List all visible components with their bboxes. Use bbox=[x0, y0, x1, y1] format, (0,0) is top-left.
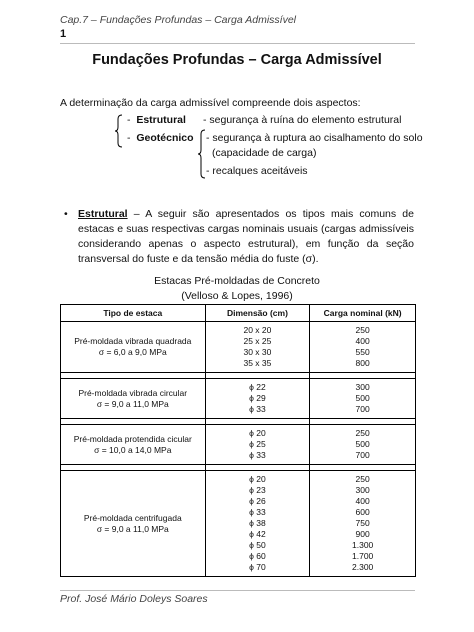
table-header-row bbox=[61, 305, 416, 322]
pile-type: Pré-moldada protendida cicular bbox=[73, 433, 192, 444]
load-cell bbox=[310, 425, 416, 465]
dimension-value: ϕ 70 bbox=[249, 562, 266, 572]
dimension-value: ϕ 26 bbox=[249, 496, 266, 506]
pile-type: Pré-moldada vibrada quadrada bbox=[74, 336, 192, 346]
dimension-cell bbox=[205, 471, 310, 577]
load-cell bbox=[310, 379, 416, 419]
dimension-value: 25 x 25 bbox=[243, 336, 272, 346]
pile-stress: σ = 10,0 a 14,0 MPa bbox=[94, 444, 172, 455]
pile-type-cell bbox=[61, 425, 206, 465]
dimension-value: 20 x 20 bbox=[243, 325, 272, 335]
dimension-value: ϕ 33 bbox=[249, 507, 266, 517]
dimension-value: ϕ 20 bbox=[249, 428, 266, 438]
table-row bbox=[61, 322, 416, 373]
piles-table bbox=[60, 304, 416, 577]
load-value: 300 bbox=[355, 382, 370, 392]
brace-outer bbox=[115, 114, 123, 148]
aspect-geotechnical-label: Geotécnico bbox=[136, 132, 194, 144]
aspect-structural: - Estrutural bbox=[127, 114, 186, 126]
load-value: 700 bbox=[355, 404, 370, 414]
load-cell bbox=[310, 471, 416, 577]
header-load: Carga nominal (kN) bbox=[310, 305, 416, 322]
aspect-geotechnical-text-3: - recalques aceitáveis bbox=[206, 165, 308, 177]
load-value: 550 bbox=[355, 347, 370, 357]
dimension-value: ϕ 22 bbox=[249, 382, 266, 392]
load-value: 250 bbox=[355, 474, 370, 484]
pile-type-cell bbox=[61, 379, 206, 419]
aspect-structural-text: - segurança à ruína do elemento estrutural bbox=[203, 114, 402, 126]
bullet-text: – A seguir são apresentados os tipos mais comuns de estacas e suas respectivas cargas nominais usuais (cargas admissíveis considerando apenas o aspecto estrutural), em função da seção transversal do fuste e da tensão média do fuste ( bbox=[78, 208, 414, 265]
table-row bbox=[61, 471, 416, 577]
load-value: 400 bbox=[355, 496, 370, 506]
running-header: Cap.7 – Fundações Profundas – Carga Admissível bbox=[60, 14, 296, 26]
dimension-value: 35 x 35 bbox=[243, 358, 272, 368]
footer-rule bbox=[60, 590, 415, 591]
dimension-value: ϕ 33 bbox=[249, 450, 266, 460]
aspect-geotechnical-text-2: (capacidade de carga) bbox=[212, 147, 317, 159]
aspect-geotechnical-text-1: - segurança à ruptura ao cisalhamento do solo bbox=[206, 132, 423, 144]
load-value: 500 bbox=[355, 393, 370, 403]
load-value: 250 bbox=[355, 428, 370, 438]
header-rule bbox=[60, 43, 415, 44]
load-value: 500 bbox=[355, 439, 370, 449]
pile-stress: σ = 9,0 a 11,0 MPa bbox=[96, 523, 169, 534]
pile-type: Pré-moldada centrifugada bbox=[83, 512, 182, 523]
dimension-cell bbox=[205, 425, 310, 465]
load-value: 1.300 bbox=[352, 540, 374, 550]
dimension-value: ϕ 29 bbox=[249, 393, 266, 403]
load-value: 700 bbox=[355, 450, 370, 460]
pile-stress: σ = 9,0 a 11,0 MPa bbox=[96, 398, 169, 409]
dimension-cell bbox=[205, 322, 310, 373]
pile-type-cell bbox=[61, 471, 206, 577]
dimension-value: ϕ 33 bbox=[249, 404, 266, 414]
table-source: (Velloso & Lopes, 1996) bbox=[181, 290, 293, 302]
dimension-value: ϕ 20 bbox=[249, 474, 266, 484]
aspect-geotechnical: - Geotécnico bbox=[127, 132, 194, 144]
page-number: 1 bbox=[60, 28, 67, 40]
load-value: 900 bbox=[355, 529, 370, 539]
pile-type-cell bbox=[61, 322, 206, 373]
dimension-value: ϕ 23 bbox=[249, 485, 266, 495]
load-value: 2.300 bbox=[352, 562, 374, 572]
header-type: Tipo de estaca bbox=[61, 305, 206, 322]
load-value: 750 bbox=[355, 518, 370, 528]
pile-stress: σ = 6,0 a 9,0 MPa bbox=[98, 347, 167, 357]
page-title: Fundações Profundas – Carga Admissível bbox=[92, 52, 382, 68]
dimension-value: ϕ 50 bbox=[249, 540, 266, 550]
table-caption: Estacas Pré-moldadas de Concreto bbox=[154, 275, 320, 287]
pile-type: Pré-moldada vibrada circular bbox=[78, 387, 188, 398]
dimension-value: ϕ 25 bbox=[249, 439, 266, 449]
aspect-structural-label: Estrutural bbox=[136, 114, 186, 126]
header-dimension: Dimensão (cm) bbox=[205, 305, 310, 322]
dimension-value: ϕ 60 bbox=[249, 551, 266, 561]
intro-paragraph: A determinação da carga admissível compreende dois aspectos: bbox=[60, 97, 361, 109]
structural-bullet bbox=[64, 207, 414, 267]
brace-inner bbox=[198, 129, 206, 179]
bullet-dot-icon: • bbox=[64, 208, 68, 220]
dimension-value: ϕ 42 bbox=[249, 529, 266, 539]
load-value: 300 bbox=[355, 485, 370, 495]
dimension-value: 30 x 30 bbox=[243, 347, 272, 357]
table-row bbox=[61, 425, 416, 465]
load-value: 250 bbox=[355, 325, 370, 335]
bullet-end: ). bbox=[312, 253, 319, 265]
load-value: 1.700 bbox=[352, 551, 374, 561]
bullet-sigma: σ bbox=[305, 253, 313, 265]
table-row bbox=[61, 379, 416, 419]
dimension-value: ϕ 38 bbox=[249, 518, 266, 528]
load-cell bbox=[310, 322, 416, 373]
load-value: 600 bbox=[355, 507, 370, 517]
footer-author: Prof. José Mário Doleys Soares bbox=[60, 593, 208, 605]
bullet-keyword: Estrutural bbox=[78, 208, 128, 220]
dimension-cell bbox=[205, 379, 310, 419]
load-value: 400 bbox=[355, 336, 370, 346]
load-value: 800 bbox=[355, 358, 370, 368]
